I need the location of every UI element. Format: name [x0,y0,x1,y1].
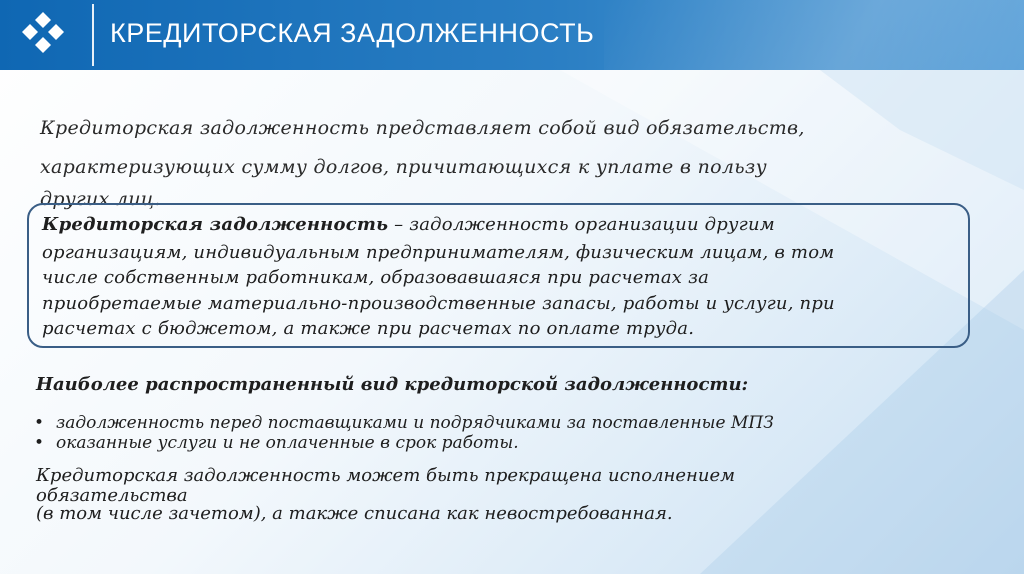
diamond-logo-icon [14,10,72,60]
list-item [34,433,519,453]
list-item-text: задолженность перед поставщиками и подрядчиками за поставленные МПЗ [56,413,774,433]
intro-line: Кредиторская задолженность представляет собой вид обязательств, [40,117,805,139]
common-types-heading: Наиболее распространенный вид кредиторской задолженности: [36,374,749,395]
slide-header [0,0,1024,70]
intro-line: других лиц. [40,188,161,210]
bullet-icon: • [34,413,45,433]
slide-title: КРЕДИТОРСКАЯ ЗАДОЛЖЕННОСТЬ [110,18,595,48]
definition-line [42,214,775,235]
definition-term: Кредиторская задолженность [42,214,389,235]
definition-line: числе собственным работникам, образовавшаяся при расчетах за [42,267,710,288]
list-item-text: оказанные услуги и не оплаченные в срок работы. [56,433,519,453]
bullet-icon: • [34,433,45,453]
header-glow [604,0,1024,70]
header-divider [92,4,94,66]
termination-line: обязательства [36,485,188,506]
definition-line: расчетах с бюджетом, а также при расчетах по оплате труда. [42,318,695,339]
intro-line: характеризующих сумму долгов, причитающихся к уплате в пользу [40,156,767,178]
termination-line: (в том числе зачетом), а также списана как невостребованная. [36,503,673,524]
definition-line-rest: – задолженность организации другим [388,214,775,235]
list-item [34,413,774,433]
termination-line: Кредиторская задолженность может быть прекращена исполнением [36,465,736,486]
definition-line: организациям, индивидуальным предпринимателям, физическим лицам, в том [42,242,835,263]
definition-line: приобретаемые материально-производственные запасы, работы и услуги, при [42,293,835,314]
